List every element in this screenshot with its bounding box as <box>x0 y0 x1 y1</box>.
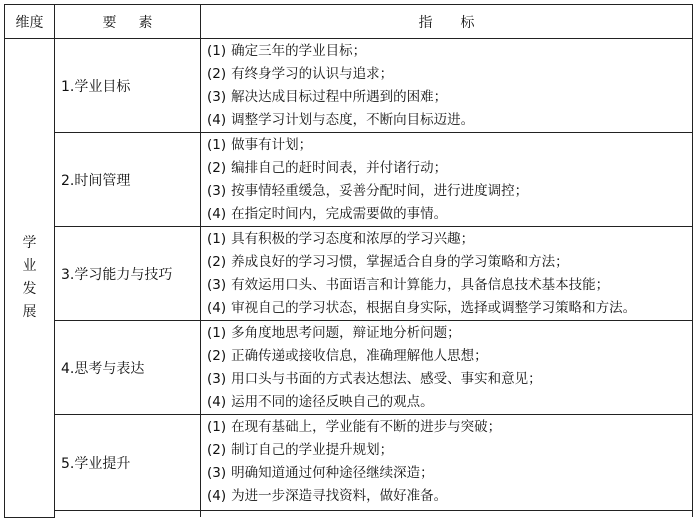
element-cell: 1.学业目标 <box>55 39 201 133</box>
indicator-cell <box>201 415 693 511</box>
table-header-row <box>5 5 693 39</box>
element-cell: 4.思考与表达 <box>55 321 201 415</box>
header-dimension: 维度 <box>5 5 55 39</box>
element-cell-continued <box>55 511 201 518</box>
indicator-item: (1) 多角度地思考问题，辩证地分析问题； <box>207 325 461 341</box>
indicator-item: (2) 正确传递或接收信息，准确理解他人思想； <box>207 348 488 364</box>
indicator-item: (1) 具有积极的学习态度和浓厚的学习兴趣； <box>207 231 475 247</box>
evaluation-table <box>4 4 693 518</box>
element-cell: 5.学业提升 <box>55 415 201 511</box>
header-indicator: 指标 <box>201 5 693 39</box>
indicator-item: (3) 按事情轻重缓急，妥善分配时间，进行进度调控； <box>207 183 529 199</box>
indicator-item: (2) 制订自己的学业提升规划； <box>207 442 394 458</box>
indicator-item: (4) 审视自己的学习状态，根据自身实际，选择或调整学习策略和方法。 <box>207 300 637 316</box>
indicator-item: (1) 确定三年的学业目标； <box>207 43 367 59</box>
indicator-item: (2) 编排自己的赶时间表，并付诸行动； <box>207 160 448 176</box>
dimension-label: 学业发展 <box>22 234 37 320</box>
indicator-item: (2) 有终身学习的认识与追求； <box>207 66 394 82</box>
table-row <box>5 415 693 511</box>
indicator-item: (4) 运用不同的途径反映自己的观点。 <box>207 394 434 410</box>
indicator-cell <box>201 133 693 227</box>
element-cell: 2.时间管理 <box>55 133 201 227</box>
indicator-item: (1) 做事有计划； <box>207 137 313 153</box>
indicator-cell <box>201 321 693 415</box>
indicator-item: (4) 调整学习计划与态度，不断向目标迈进。 <box>207 112 475 128</box>
indicator-cell <box>201 227 693 321</box>
indicator-item: (3) 用口头与书面的方式表达想法、感受、事实和意见； <box>207 371 542 387</box>
indicator-item: (3) 明确知道通过何种途径继续深造； <box>207 465 434 481</box>
table-row <box>5 321 693 415</box>
indicator-cell-continued <box>201 511 693 518</box>
table-row <box>5 227 693 321</box>
indicator-item: (4) 为进一步深造寻找资料，做好准备。 <box>207 488 448 504</box>
table-row <box>5 133 693 227</box>
indicator-item: (4) 在指定时间内，完成需要做的事情。 <box>207 206 448 222</box>
header-element: 要素 <box>55 5 201 39</box>
indicator-item: (3) 有效运用口头、书面语言和计算能力，具备信息技术基本技能； <box>207 277 610 293</box>
indicator-item: (1) 在现有基础上，学业能有不断的进步与突破； <box>207 419 502 435</box>
indicator-item: (2) 养成良好的学习习惯，掌握适合自身的学习策略和方法； <box>207 254 569 270</box>
table-row <box>5 39 693 133</box>
table-row-continued <box>5 511 693 518</box>
indicator-cell <box>201 39 693 133</box>
element-cell: 3.学习能力与技巧 <box>55 227 201 321</box>
indicator-item: (3) 解决达成目标过程中所遇到的困难； <box>207 89 448 105</box>
dimension-cell <box>5 39 55 518</box>
